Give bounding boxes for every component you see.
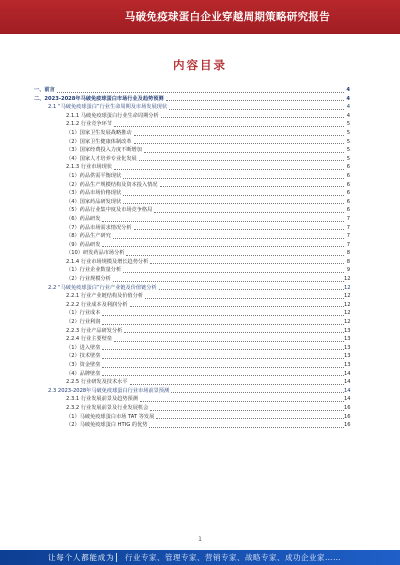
toc-dot-leader [102,349,344,350]
toc-entry[interactable] [34,86,350,95]
toc-entry[interactable] [34,103,350,112]
toc-entry-page: 8 [346,250,350,257]
toc-dot-leader [123,203,344,204]
toc-entry-page: 12 [344,276,351,283]
toc-entry-label: （2）行业规模分析 [66,276,111,283]
toc-entry-label: 2.1.1 马破免疫球蛋白行业生命周期分析 [66,112,159,119]
toc-entry-label: 2.1.3 行业市场现状 [66,164,112,171]
toc-entry[interactable] [34,309,350,318]
toc-entry[interactable] [34,224,350,233]
toc-dot-leader [113,238,344,239]
toc-dot-leader [102,315,344,316]
toc-entry-label: 2.2.3 行业产品研发分析 [66,327,123,334]
toc-entry-label: （10）研发药品市场分析 [66,250,125,257]
toc-dot-leader [156,418,344,419]
toc-dot-leader [114,126,344,127]
toc-entry-label: （4）品牌壁垒 [66,370,101,377]
toc-dot-leader [130,306,344,307]
toc-entry-page: 12 [344,301,351,308]
toc-entry-label: （2）药品生产规模结构及资本投入情况 [66,181,158,188]
toc-dot-leader [123,195,344,196]
toc-entry[interactable] [34,318,350,327]
toc-dot-leader [169,109,344,110]
toc-entry-page: 8 [346,258,350,265]
toc-entry-page: 16 [344,404,351,411]
toc-dot-leader [134,135,344,136]
toc-dot-leader [139,160,344,161]
toc-entry[interactable] [34,404,350,413]
toc-entry-label: 2.2 “马破免疫球蛋白”行业产业链及价值链分析 [48,284,157,291]
toc-dot-leader [166,100,344,101]
toc-entry-label: 二、2023-2028年马破免疫球蛋白市场行业及趋势预测 [34,95,164,102]
toc-entry[interactable] [34,112,350,121]
toc-entry-page: 4 [346,87,350,93]
toc-entry[interactable] [34,163,350,172]
toc-entry-label: 2.1 “马破免疫球蛋白”行业生命周期及市场发展现状 [48,104,168,111]
toc-entry[interactable] [34,120,350,129]
toc-entry[interactable] [34,327,350,336]
toc-entry[interactable] [34,344,350,353]
toc-entry-page: 14 [344,379,351,386]
toc-entry-page: 12 [344,310,351,317]
toc-entry[interactable] [34,292,350,301]
toc-entry[interactable] [34,378,350,387]
toc-entry-label: （4）国家人才培养专业化发展 [66,155,137,162]
toc-entry-page: 6 [346,164,350,171]
toc-entry-page: 12 [344,293,351,300]
report-title: 马破免疫球蛋白企业穿越周期策略研究报告 [124,11,330,23]
toc-dot-leader [144,152,344,153]
footer-slogan-right: 行业专家、管理专家、营销专家、战略专家、成功企业家…… [125,553,341,562]
toc-entry[interactable] [34,284,350,293]
toc-entry-label: 一、前言 [34,87,55,93]
toc-entry-label: （1）行业成本 [66,310,101,317]
header-bar [0,0,400,34]
toc-entry-label: （9）药品研发 [66,241,101,248]
toc-entry-label: 2.1.4 行业市场规模及增长趋势分析 [66,258,149,265]
toc-entry-label: （3）药品市场价格现状 [66,190,122,197]
toc-entry-page: 13 [344,336,351,343]
toc-dot-leader [123,272,344,273]
toc-entry[interactable] [34,387,350,396]
toc-entry[interactable] [34,138,350,147]
toc-entry-label: 2.2.1 行业产业链结构及价值分析 [66,293,144,300]
toc-dot-leader [102,246,344,247]
toc-entry-label: 2.2.5 行业研发及技术水平 [66,379,128,386]
toc-entry-page: 7 [346,233,350,240]
toc-dot-leader [130,384,344,385]
toc-entry-label: （7）药品市场需求情况分析 [66,224,132,231]
toc-dot-leader [154,212,344,213]
toc-dot-leader [57,92,344,93]
toc-entry-label: （4）国家药品研发现状 [66,198,122,205]
toc-entry-label: 2.2.2 行业成本及利润分析 [66,301,128,308]
toc-entry-page: 6 [346,181,350,188]
toc-dot-leader [102,375,344,376]
toc-dot-leader [114,169,344,170]
toc-entry-label: （3）国家经费投入力度不断增加 [66,147,142,154]
toc-entry-label: （1）国家卫生发展战略推动 [66,129,132,136]
toc-entry[interactable] [34,198,350,207]
toc-entry-page: 4 [346,95,350,102]
toc-entry-label: （1）药品供需平衡现状 [66,172,122,179]
toc-dot-leader [134,229,344,230]
toc-dot-leader [124,332,344,333]
toc-entry-label: （2）技术壁垒 [66,353,101,360]
toc-dot-leader [102,324,344,325]
toc-entry-page: 13 [344,362,351,368]
toc-entry-page: 6 [346,198,350,205]
toc-entry-label: 2.3.2 行业发展前景及行业发展机会 [66,404,149,411]
toc-entry-label: （2）行业利润 [66,319,101,326]
toc-entry[interactable] [34,155,350,164]
toc-entry-page: 7 [346,241,350,248]
toc-dot-leader [113,281,344,282]
toc-dot-leader [134,143,344,144]
toc-entry-page: 5 [346,121,350,128]
toc-entry-page: 4 [346,104,350,111]
toc-entry[interactable] [34,395,350,404]
toc-entry-page: 13 [344,344,351,351]
toc-entry-page: 13 [344,327,351,334]
toc-dot-leader [171,392,344,393]
toc-dot-leader [126,255,344,256]
toc-dot-leader [145,298,344,299]
toc-entry[interactable] [34,301,350,310]
toc-entry-label: （6）药品研发 [66,215,101,222]
toc-entry-label: （5）药品行业集中度及市场竞争格局 [66,207,153,214]
toc-entry-label: （1）进入壁垒 [66,344,101,351]
toc-entry-page: 13 [344,353,351,360]
toc-entry[interactable] [34,129,350,138]
toc-entry-page: 4 [346,112,350,119]
toc-dot-leader [161,117,344,118]
toc-entry[interactable] [34,413,350,422]
table-of-contents [34,86,350,430]
toc-entry-page: 14 [344,396,351,403]
toc-entry-label: 2.3 2023-2028年马破免疫球蛋白行业市场前景预测 [48,387,170,394]
toc-dot-leader [102,221,344,222]
toc-entry-label: 2.1.2 行业竞争环节 [66,121,112,128]
toc-entry[interactable] [34,95,350,104]
toc-entry-page: 16 [344,422,351,429]
toc-entry-page: 6 [346,207,350,214]
toc-dot-leader [140,401,344,402]
toc-entry-label: 2.3.1 行业发展前景及趋势预测 [66,396,138,403]
toc-entry[interactable] [34,266,350,275]
toc-entry-page: 5 [346,147,350,154]
toc-entry[interactable] [34,181,350,190]
toc-entry[interactable] [34,275,350,284]
page-number: 1 [198,536,202,543]
toc-dot-leader [102,358,344,359]
toc-dot-leader [160,186,344,187]
toc-entry[interactable] [34,189,350,198]
footer-bar [0,550,400,565]
toc-entry-label: 2.2.4 行业主要壁垒 [66,336,112,343]
toc-entry-page: 9 [346,267,350,274]
toc-entry-page: 12 [344,284,351,291]
toc-entry-page: 14 [344,370,351,377]
toc-entry[interactable] [34,361,350,370]
toc-entry-page: 5 [346,155,350,162]
toc-entry-label: （2）国家卫生健康体制改革 [66,138,132,145]
toc-entry-page: 6 [346,190,350,197]
toc-dot-leader [159,289,344,290]
toc-entry[interactable] [34,370,350,379]
toc-entry-label: （8）药品生产研究 [66,233,111,240]
toc-dot-leader [150,410,344,411]
toc-heading: 内容目录 [173,58,227,72]
toc-entry[interactable] [34,421,350,430]
toc-entry[interactable] [34,241,350,250]
toc-entry[interactable] [34,215,350,224]
toc-entry-page: 12 [344,319,351,326]
toc-dot-leader [114,341,344,342]
toc-entry-label: （1）马破免疫球蛋白市场 TAT 等发展 [66,413,155,420]
toc-entry-page: 5 [346,138,350,145]
toc-entry[interactable] [34,146,350,155]
toc-entry-page: 7 [346,215,350,222]
toc-entry-page: 16 [344,413,351,420]
toc-dot-leader [149,427,344,428]
footer-slogan-left: 让每个人都能成为 [48,553,115,562]
footer-divider [116,553,117,562]
toc-entry[interactable] [34,335,350,344]
toc-entry-label: （2）马破免疫球蛋白 HTIG 的优势 [66,422,148,429]
toc-entry-label: （1）行业企业数量分析 [66,267,122,274]
toc-entry[interactable] [34,172,350,181]
toc-dot-leader [150,263,344,264]
toc-dot-leader [123,178,344,179]
toc-entry[interactable] [34,232,350,241]
toc-entry-label: （3）资金壁垒 [66,362,101,368]
toc-entry[interactable] [34,206,350,215]
toc-entry[interactable] [34,352,350,361]
toc-dot-leader [102,367,344,368]
toc-entry-page: 5 [346,129,350,136]
toc-entry-page: 14 [344,387,351,394]
toc-entry[interactable] [34,249,350,258]
toc-entry[interactable] [34,258,350,267]
toc-entry-page: 7 [346,224,350,231]
toc-entry-page: 6 [346,172,350,179]
